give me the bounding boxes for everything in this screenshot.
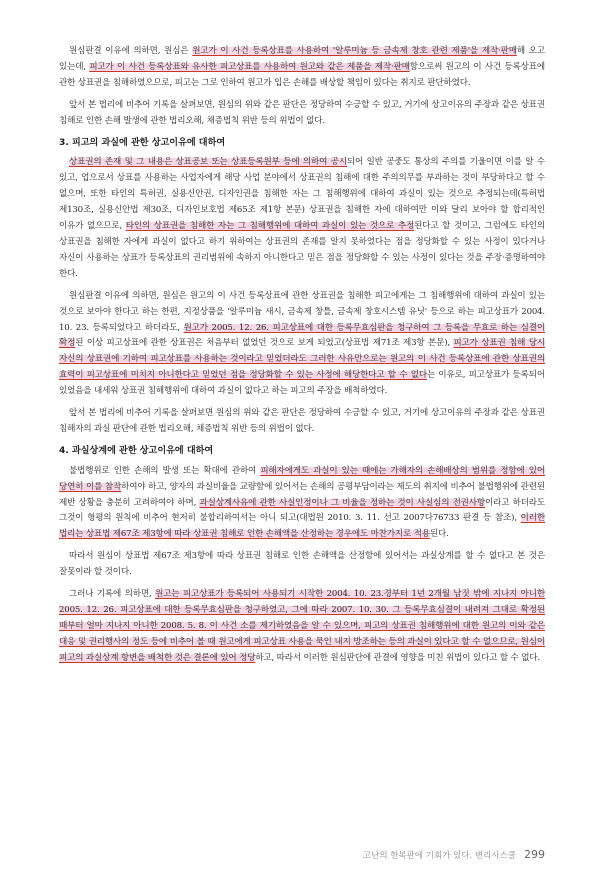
highlighted-text: 원고가 이 사건 등록상표를 사용하여 '알루미늄 등 금속제 창호 관련 제품'을 제작·판매 <box>192 46 517 56</box>
section-heading: 4. 과실상계에 관한 상고이유에 대하여 <box>59 445 214 456</box>
text-run: 앞서 본 법리에 비추어 기록을 살펴보면 원심의 위와 같은 판단은 정당하여 수긍할 수 있고, 거기에 상고이유의 주장과 같은 상표권 침해자의 과실 판단에 관한 법리오해, 채증법칙 위반 등의 위법이 없다. <box>59 408 545 434</box>
text-run: 함으로써 원고의 이 사건 등록상표에 관한 상표권을 침해하였으므로, 피고는 그로 인하여 원고가 입은 손해를 배상할 책임이 있다는 취지로 판단하였다. <box>59 61 545 88</box>
page-footer <box>363 848 545 861</box>
text-run: 그러나 기록에 의하면, <box>69 589 156 600</box>
text-run: 하고, 따라서 이러한 원심판단에 관결에 영향을 미친 위법이 있다고 할 수 없다. <box>255 652 540 663</box>
text-run: 이라고 하더라도 그것이 형평의 원칙에 비추어 현저히 불합리하여서는 아니 되고(대법원 2010. 3. 11. 선고 2007다76733 판결 등 참조), <box>59 497 546 524</box>
paragraph <box>59 44 545 92</box>
paragraph <box>59 289 545 400</box>
text-run: 따라서 원심이 상표법 제67조 제3항에 따라 상표권 침해로 인한 손해액을 산정함에 있어서는 과실상계를 할 수 없다고 본 것은 잘못이라 할 것이다. <box>59 551 545 578</box>
highlighted-text: 원고는 피고상표가 등록되어 사용되기 시작한 2004. 10. 23.경부터 1년 2개월 남짓 밖에 지나지 아니한 2005. 12. 26. 피고상표에 대한 등록무효심판을 청구하였고, 그에 따라 2007. 10. 30. 그 등록무효심결이 내려져 그대로 확정된 때부터 얼마 지나지 아니한 2008. 5. 8. 이 사건 소를 제기하였음을 알 수 있으며, 피고의 상표권 침해행위에 대한 원고의 이와 같은 대응 및 권리행사의 정도 등에 비추어 볼 때 원고에게 피고상표 사용을 묵인 내지 방조하는 등의 과실이 있다고 할 수 없으므로, 원심이 피고의 과실상계 항변을 배척한 것은 결론에 있어 정당 <box>59 589 545 663</box>
document-body <box>59 44 545 673</box>
text-run: 앞서 본 법리에 비추어 기록을 살펴보면, 원심의 위와 같은 판단은 정당하여 수긍할 수 있고, 거기에 상고이유의 주장과 같은 상표권 침해로 인한 손해 발생에 관한 법리오해, 채증법칙 위반 등의 위법이 없다. <box>59 99 545 126</box>
highlighted-text: 타인의 상표권을 침해한 자는 그 침해행위에 대하여 과실이 있는 것으로 추정 <box>125 221 415 232</box>
highlighted-text: 피고가 이 사건 등록상표와 유사한 피고상표를 사용하여 원고와 같은 제품을 제작·판매 <box>89 61 410 72</box>
paragraph <box>59 406 545 438</box>
highlighted-text: 피해자에게도 과실이 있는 때에는 가해자의 손해배상의 범위를 정함에 있어 당연히 이를 참작 <box>59 465 545 492</box>
highlighted-text: 이러한 법리는 상표법 제67조 제3항에 따라 상표권 침해로 인한 손해액을 산정하는 경우에도 마찬가지로 적용 <box>59 513 545 540</box>
highlighted-text: 원고가 2005. 12. 26. 피고상표에 대한 등록무효심판을 청구하여 그 등록을 무효로 하는 심결이 확정 <box>59 322 545 349</box>
text-run: 된다고 할 것이고, 그럼에도 타인의 상표권을 침해한 자에게 과실이 없다고 하기 위하여는 상표권의 존재를 알지 못하였다는 점을 정당화할 수 있는 사정이 있다거나 자신이 사용하는 상표가 등록상표의 권리범위에 속하지 아니한다고 믿은 점을 정당화할 수 있는 사정이 있다는 것을 주장·증명하여야 한다. <box>59 221 545 279</box>
text-run: 하여야 하고, 양자의 과실비율을 교량함에 있어서는 손해의 공평부담이라는 제도의 취지에 비추어 불법행위에 관련된 제반 상황을 충분히 고려하여야 하며, <box>59 481 545 508</box>
paragraph <box>59 98 545 130</box>
paragraph <box>59 587 545 667</box>
text-run: 불법행위로 인한 손해의 발생 또는 확대에 관하여 <box>69 465 261 476</box>
text-run: 는 이유로, 피고상표가 등록되어 있었음을 내세워 상표권 침해행위에 대하여 과실이 없다고 하는 피고의 주장을 배척하였다. <box>59 370 545 397</box>
paragraph <box>59 464 545 544</box>
text-run: 된 이상 피고상표에 관한 상표권은 처음부터 없었던 것으로 보게 되었고(상표법 제71조 제3항 본문), <box>75 338 454 349</box>
text-run: 해 오고 있는데, <box>59 46 545 72</box>
page-number: 299 <box>524 848 545 861</box>
section-heading: 3. 피고의 과실에 관한 상고이유에 대하여 <box>59 137 226 148</box>
highlighted-text: 상표권의 존재 및 그 내용은 상표공보 또는 상표등록원부 등에 의하여 공시 <box>69 157 347 168</box>
text-run: 되어 일반 공중도 통상의 주의를 기울이면 이를 알 수 있고, 업으로서 상표를 사용하는 사업자에게 해당 사업 분야에서 상표권의 침해에 대한 주의의무를 부과하는 것이 부당하다고 할 수 없으며, 또한 타인의 특허권, 실용신안권, 디자인권을 침해한 자는 그 침해행위에 대하여 과실이 있는 것으로 추정되는데(특허법 제130조, 실용신안법 제30조, 디자인보호법 제65조 제1항 본문) 상표권을 침해한 자에 대하여만 이와 달리 보아야 할 합리적인 이유가 없으므로, <box>59 157 545 232</box>
text-run: 원심판결 이유에 의하면, 원심은 <box>69 46 193 56</box>
paragraph <box>59 549 545 581</box>
text-run: 된다. <box>429 529 449 540</box>
highlighted-text: 과실상계사유에 관한 사실인정이나 그 비율을 정하는 것이 사실심의 전권사항 <box>199 497 485 508</box>
highlighted-text: 피고가 상표권 침해 당시 자신의 상표권에 기하여 피고상표를 사용하는 것이라고 믿었더라도 그러한 사유만으로는 원고의 이 사건 등록상표에 관한 상표권의 효력이 피고상표에 미치지 아니한다고 믿었던 점을 정당화할 수 있는 사정에 해당한다고 할 수 없다 <box>59 338 545 381</box>
text-run: 원심판결 이유에 의하면, 원심은 원고의 이 사건 등록상표에 관한 상표권을 침해한 피고에게는 그 침해행위에 대하여 과실이 있는 것으로 보아야 한다고 하는 한편, 지정상품을 '알루미늄 새시, 금속제 창틀, 금속제 창호시스템 유닛' 등으로 하는 피고상표가 2004. 10. 23. 등록되었다고 하더라도, <box>59 290 545 333</box>
footer-title: 고난의 한복판에 기회가 있다. 변리사스쿨 <box>362 851 516 861</box>
paragraph <box>59 155 545 282</box>
